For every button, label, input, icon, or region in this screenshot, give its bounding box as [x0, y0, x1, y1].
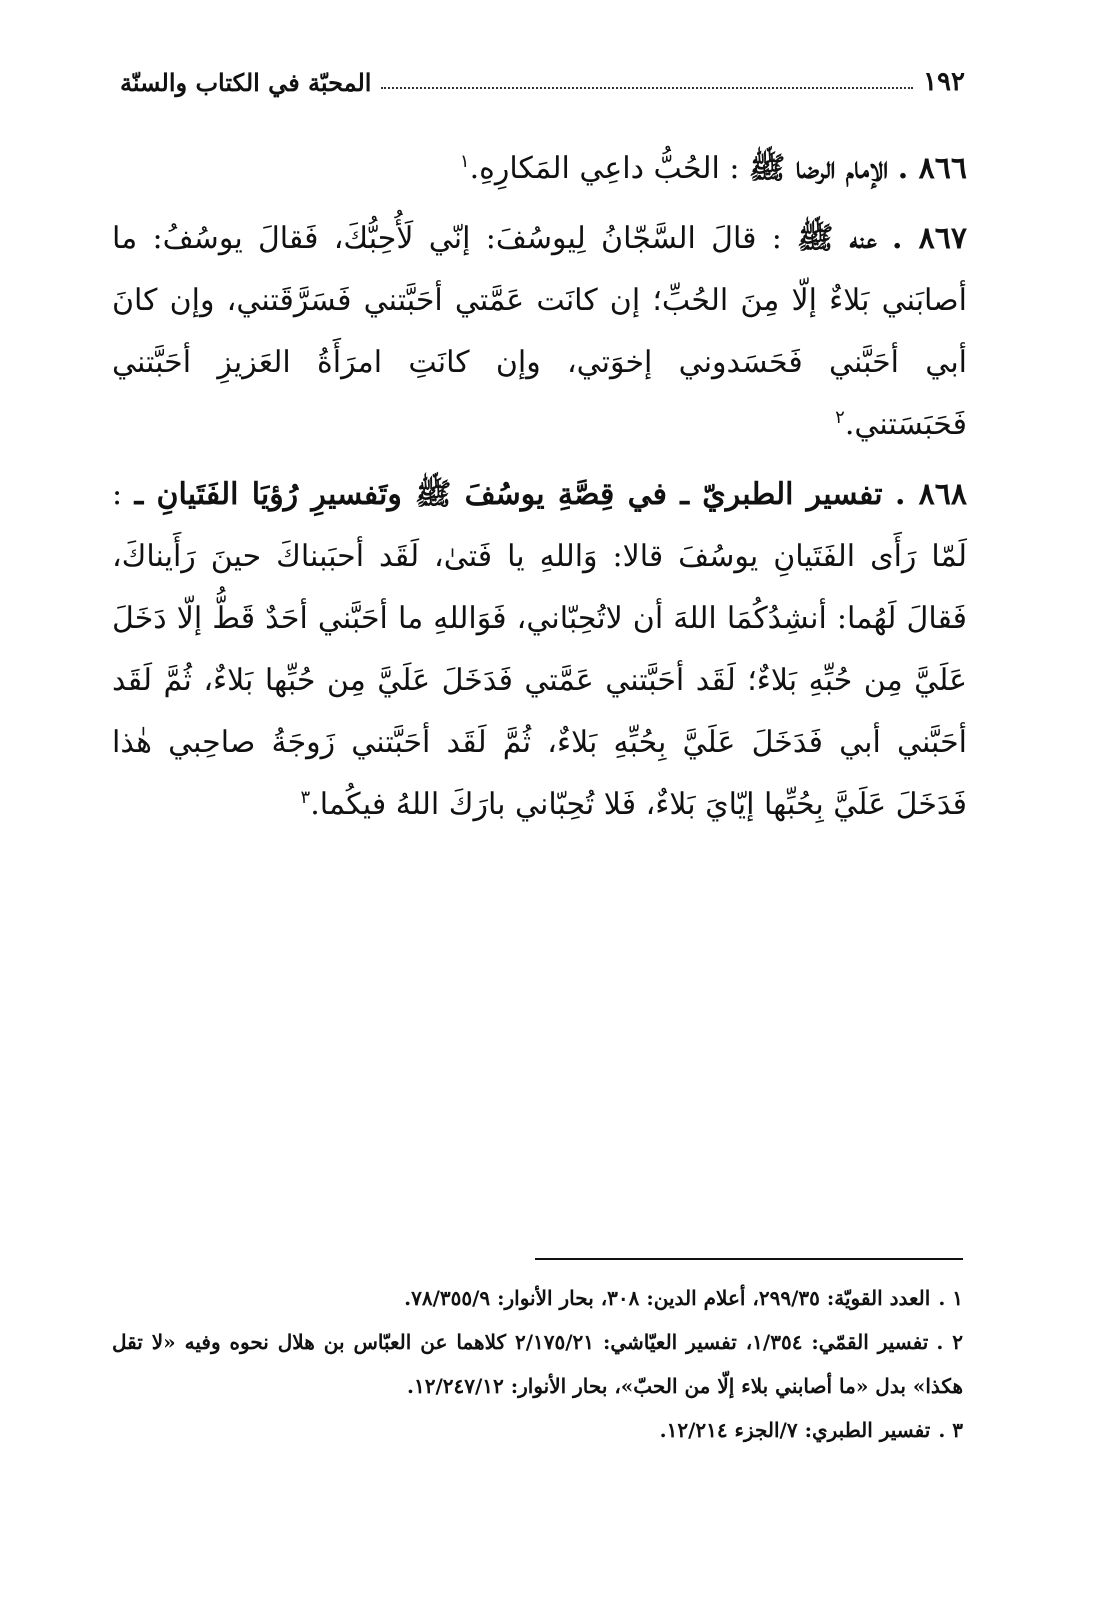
- footnote-text: تفسير القمّي: ١/٣٥٤، تفسير العيّاشي: ٢/١٧٥/٢١ كلاهما عن العبّاس بن هلال نحوه وفيه «لا تقل هكذا» بدل «ما أصابني بلاء إلّا من الحبّ»، بحار الأنوار: ١٢/٢٤٧/١٢.: [112, 1330, 963, 1398]
- entry-number: ٨٦٧ .: [892, 221, 968, 256]
- footnote-separator: [535, 1258, 963, 1260]
- footnote-number: ٣ .: [938, 1418, 963, 1442]
- footnote-2: [112, 1320, 963, 1408]
- running-title: المحبّة في الكتاب والسنّة: [120, 67, 372, 97]
- entry-number: ٨٦٦ .: [897, 151, 967, 186]
- hadith-entries: [112, 138, 967, 844]
- hadith-entry-866: [112, 138, 967, 200]
- entry-text: : لَمّا رَأَى الفَتَيانِ يوسُفَ قالا: وَاللهِ يا فَتىٰ، لَقَد أحبَبناكَ حينَ رَأَيناكَ، فَقالَ لَهُما: أنشِدُكُمَا اللهَ أن لاتُحِبّاني، فَوَاللهِ ما أحَبَّني أحَدٌ قَطُّ إلّا دَخَلَ عَلَيَّ مِن حُبِّهِ بَلاءٌ؛ لَقَد أحَبَّتني عَمَّتي فَدَخَلَ عَلَيَّ مِن حُبِّها بَلاءٌ، ثُمَّ لَقَد أحَبَّني أبي فَدَخَلَ عَلَيَّ بِحُبِّهِ بَلاءٌ، ثُمَّ لَقَد أحَبَّتني زَوجَةُ صاحِبي هٰذا فَدَخَلَ عَلَيَّ بِحُبِّها إيّايَ بَلاءٌ، فَلا تُحِبّاني بارَكَ اللهُ فيكُما.: [112, 477, 967, 822]
- footnote-1: [112, 1276, 963, 1320]
- footnote-number: ٢ .: [936, 1330, 963, 1354]
- entry-source: الإمام الرضا ﷺ: [749, 151, 889, 186]
- hadith-entry-868: [112, 464, 967, 836]
- hadith-entry-867: [112, 208, 967, 456]
- entry-source: عنه ﷺ: [797, 221, 877, 256]
- entry-source: تفسير الطبريّ ـ في قِصَّةِ يوسُفَ ﷺ وتَفسيرِ رُؤيَا الفَتَيانِ ـ: [134, 477, 883, 512]
- footnote-3: [112, 1408, 963, 1452]
- footnote-number: ١ .: [938, 1286, 963, 1310]
- footnote-reference[interactable]: ٢: [835, 407, 845, 428]
- header-dotted-leader: [381, 87, 913, 89]
- footnotes: [112, 1276, 963, 1452]
- footnote-reference[interactable]: ١: [459, 151, 470, 172]
- entry-text: : الحُبُّ داعِي المَكارِهِ.: [469, 151, 750, 186]
- running-header: [120, 62, 965, 102]
- footnote-text: العدد القويّة: ٢٩٩/٣٥، أعلام الدين: ٣٠٨، بحار الأنوار: ٧٨/٣٥٥/٩.: [404, 1286, 931, 1310]
- entry-number: ٨٦٨ .: [894, 477, 967, 512]
- footnote-reference[interactable]: ٣: [300, 787, 311, 808]
- page-number: ١٩٢: [923, 67, 965, 97]
- entry-text: : قالَ السَّجّانُ لِيوسُفَ: إنّي لَأُحِبُّكَ، فَقالَ يوسُفُ: ما أصابَني بَلاءٌ إلّا مِنَ الحُبِّ؛ إن كانَت عَمَّتي أحَبَّتني فَسَرَّقَتني، وإن كانَ أبي أحَبَّني فَحَسَدوني إخوَتي، وإن كانَتِ امرَأَةُ العَزيزِ أحَبَّتني فَحَبَسَتني.: [112, 221, 967, 442]
- footnote-text: تفسير الطبري: ٧/الجزء ١٢/٢١٤.: [659, 1418, 931, 1442]
